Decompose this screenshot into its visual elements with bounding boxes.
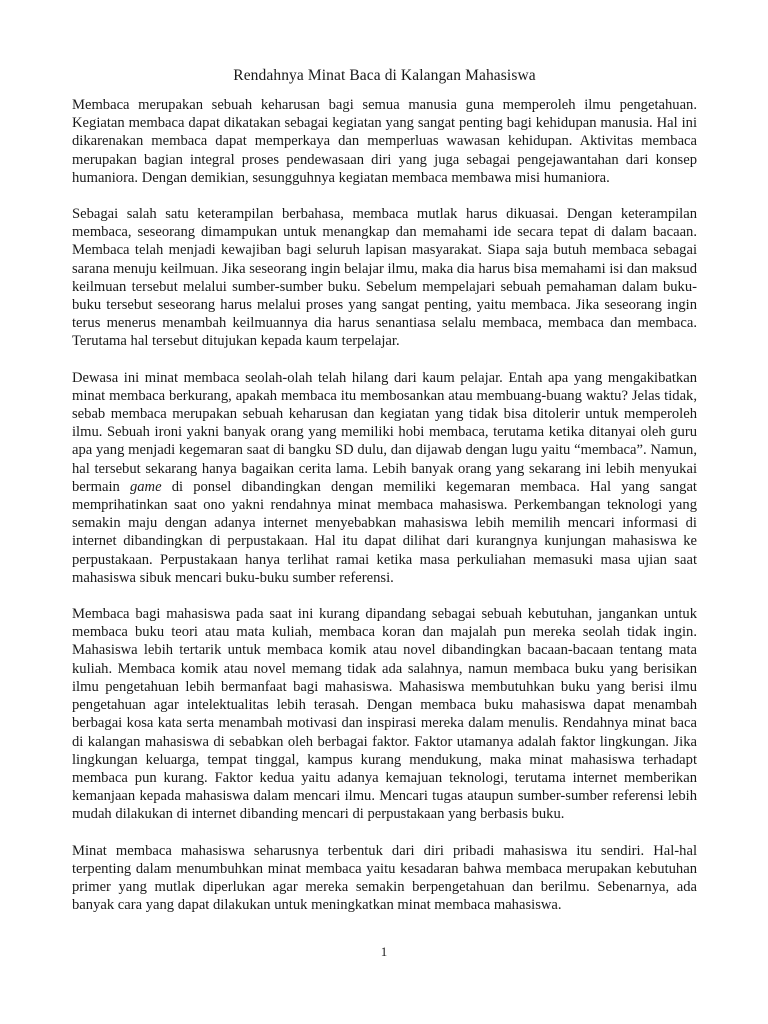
paragraph-5: Minat membaca mahasiswa seharusnya terbentuk dari diri pribadi mahasiswa itu sendiri. Hal-hal terpenting dalam menumbuhkan minat membaca yaitu kesadaran bahwa membaca merupakan kebutuhan primer yang mutlak diperlukan agar mereka semakin berpengetahuan dan berilmu. Sebenarnya, ada banyak cara yang dapat dilakukan untuk meningkatkan minat membaca mahasiswa.	[72, 842, 697, 914]
page-number: 1	[380, 944, 388, 959]
paragraph-3	[72, 369, 697, 587]
game-word-italic: game	[129, 478, 162, 495]
paragraph-3-text-after: di ponsel dibandingkan dengan memiliki kegemaran membaca. Hal yang sangat memprihatinkan saat ono yakni rendahnya minat membaca mahasiswa. Perkembangan teknologi yang semakin maju dengan adanya internet menyebabkan mahasiswa lebih memilih mencari informasi di internet dibandingkan di perpustakaan. Hal itu dapat dilihat dari kurangnya kunjungan mahasiswa ke perpustakaan. Perpustakaan hanya terlihat ramai ketika masa perkuliahan memasuki masa ujian saat mahasiswa sibuk mencari buku-buku sumber referensi.	[72, 478, 697, 586]
document-title: Rendahnya Minat Baca di Kalangan Mahasiswa	[233, 67, 536, 84]
document-page	[72, 66, 697, 932]
paragraph-1: Membaca merupakan sebuah keharusan bagi semua manusia guna memperoleh ilmu pengetahuan. Kegiatan membaca dapat dikatakan sebagai kegiatan yang sangat penting bagi kehidupan manusia. Hal ini dikarenakan membaca dapat memperkaya dan memperluas wawasan kehidupan. Aktivitas membaca merupakan bagian integral proses pendewasaan diri yang juga sebagai pengejawantahan dari konsep humaniora. Dengan demikian, sesungguhnya kegiatan membaca membawa misi humaniora.	[72, 97, 697, 186]
paragraph-3-text-before: Dewasa ini minat membaca seolah-olah telah hilang dari kaum pelajar. Entah apa yang mengakibatkan minat membaca berkurang, apakah membaca itu membosankan atau membuang-buang waktu? Jelas tidak, sebab membaca merupakan sebuah keharusan dan kegiatan yang tidak bisa ditolerir untuk memperoleh ilmu. Sebuah ironi yakni banyak orang yang memiliki hobi membaca, terutama ketika ditanyai oleh guru apa yang menjadi kegemaran saat di bangku SD dulu, dan dijawab dengan lugu yaitu “membaca”. Namun, hal tersebut sekarang hanya bagaikan cerita lama. Lebih banyak orang yang sekarang ini lebih menyukai bermain	[72, 369, 697, 495]
paragraph-4: Membaca bagi mahasiswa pada saat ini kurang dipandang sebagai sebuah kebutuhan, jangankan untuk membaca buku teori atau mata kuliah, membaca koran dan majalah pun mereka seolah tidak ingin. Mahasiswa lebih tertarik untuk membaca komik atau novel dibandingkan bacaan-bacaan tentang mata kuliah. Membaca komik atau novel memang tidak ada salahnya, namun membaca buku yang berisikan ilmu pengetahuan lebih bermanfaat bagi mahasiswa. Mahasiswa membutuhkan buku yang berisi ilmu pengetahuan agar intelektualitas lebih terasah. Dengan membaca buku mahasiswa dapat menambah berbagai kosa kata serta menambah motivasi dan inspirasi mereka dalam menulis. Rendahnya minat baca di kalangan mahasiswa di sebabkan oleh berbagai faktor. Faktor utamanya adalah faktor lingkungan. Jika lingkungan keluarga, tempat tinggal, kampus kurang mendukung, maka minat mahasiswa terhadapt membaca pun kurang. Faktor kedua yaitu adanya kemajuan teknologi, terutama internet memberikan kemanjaan kepada mahasiswa dalam mencari ilmu. Mencari tugas ataupun sumber-sumber referensi lebih mudah dilakukan di internet dibanding mencari di perpustakaan yang berbasis buku.	[72, 606, 697, 823]
paragraph-2: Sebagai salah satu keterampilan berbahasa, membaca mutlak harus dikuasai. Dengan keterampilan membaca, seseorang dimampukan untuk menangkap dan memahami ide secara tepat di dalam bacaan. Membaca telah menjadi kewajiban bagi seluruh lapisan masyarakat. Siapa saja butuh membaca sebagai sarana menuju keilmuan. Jika seseorang ingin belajar ilmu, maka dia harus bisa memahami isi dan maksud keilmuan tersebut melalui sumber-sumber buku. Sebelum mempelajari sebuah pemahaman dalam buku-buku tersebut seseorang harus melalui proses yang sangat penting, yaitu membaca. Jika seseorang ingin terus menerus menambah keilmuannya dia harus senantiasa selalu membaca, membaca dan membaca. Terutama hal tersebut ditujukan kepada kaum terpelajar.	[72, 206, 697, 350]
